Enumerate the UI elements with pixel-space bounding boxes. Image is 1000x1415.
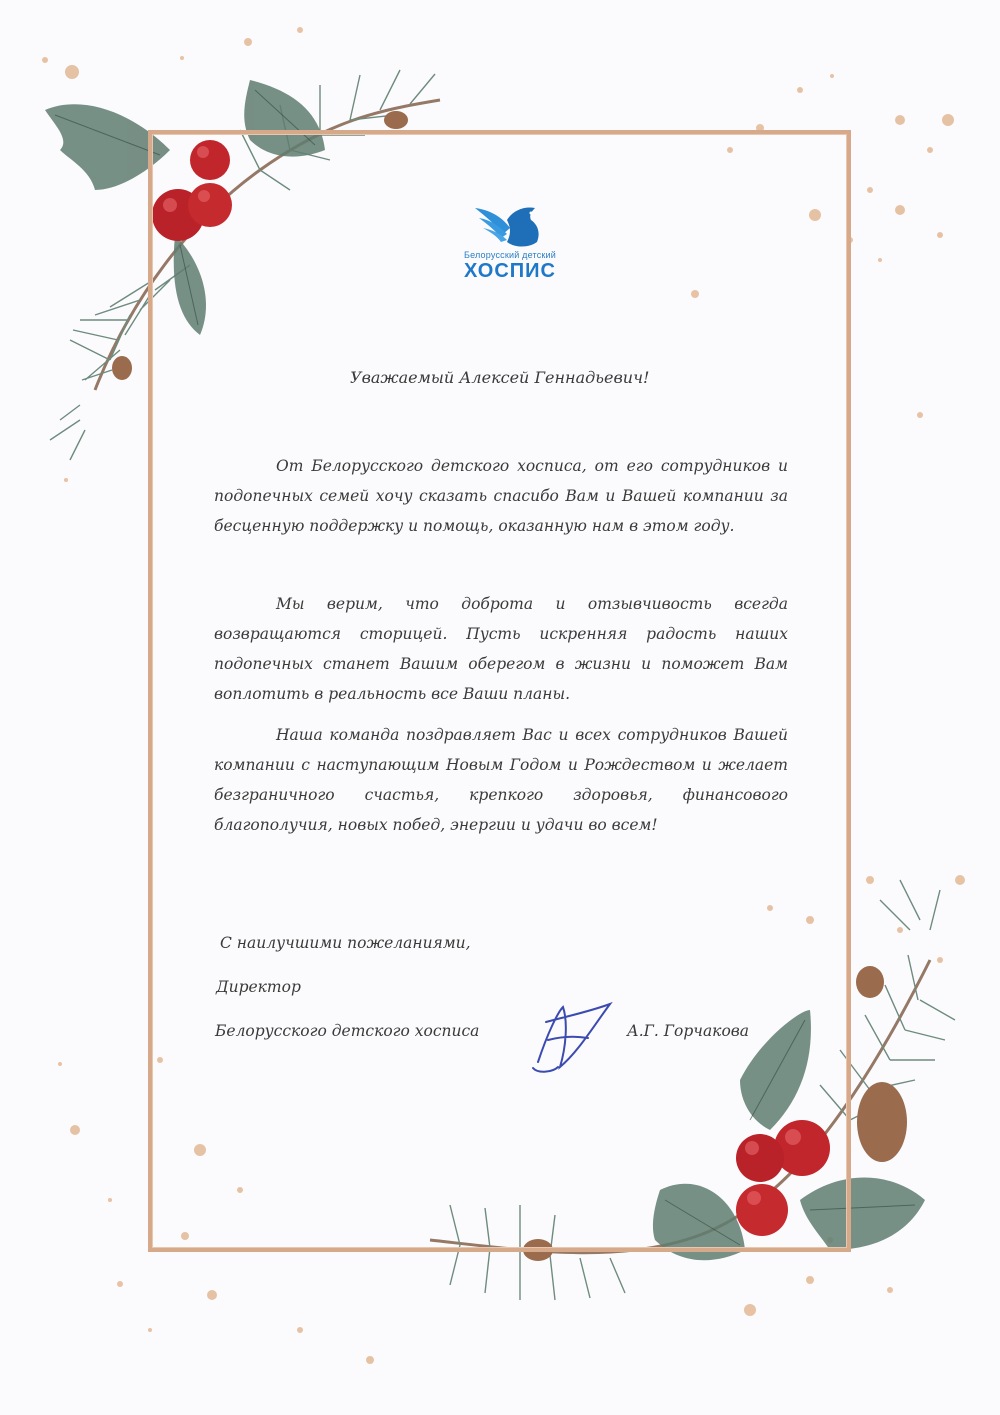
signer-organization: Белорусского детского хосписа [215,1022,480,1040]
greeting: Уважаемый Алексей Геннадьевич! [350,368,650,387]
logo-name: ХОСПИС [463,260,556,282]
paragraph-1: От Белорусского детского хосписа, от его сотрудников и подопечных семей хочу сказать спасибо Вам и Вашей компании за бесценную поддержку и помощь, оказанную нам в этом году. [214,457,788,535]
paragraph-2: Мы верим, что доброта и отзывчивость всегда возвращаются сторицей. Пусть искренняя радость наших подопечных станет Вашим оберегом в жизни и поможет Вам воплотить в реальность все Ваши планы. [214,595,788,703]
handwritten-signature [518,992,618,1082]
paragraph-3: Наша команда поздравляет Вас и всех сотрудников Вашей компании с наступающим Новым Годом и Рождеством и желает безграничного счастья, крепкого здоровья, финансового благополучия, новых побед, энергии и удачи во всем! [214,726,788,834]
logo-subtitle: Белорусский детский [463,250,557,260]
closing-phrase: С наилучшими пожеланиями, [220,934,471,952]
dove-hand-logo-icon [455,198,565,252]
hospice-logo [455,198,565,288]
signer-title: Директор [216,978,301,996]
signer-name: А.Г. Горчакова [627,1022,750,1040]
